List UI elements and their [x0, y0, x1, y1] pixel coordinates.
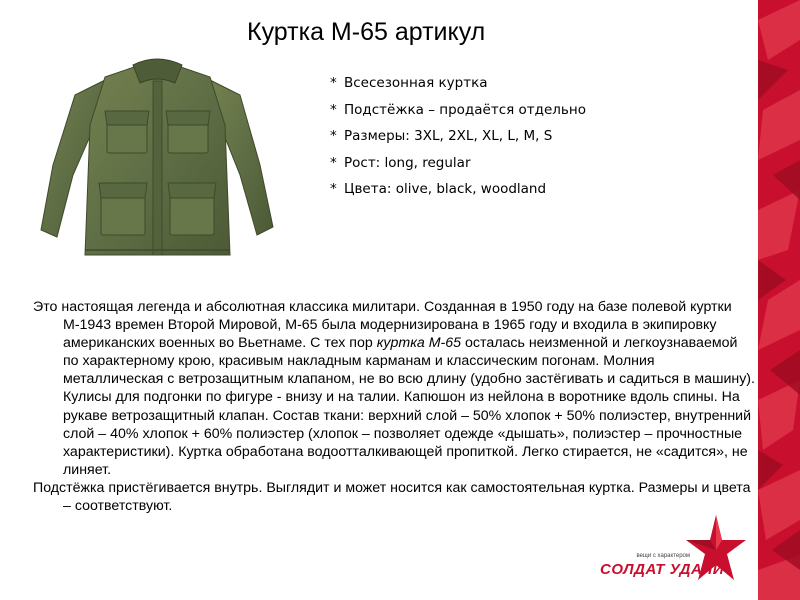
feature-item: [330, 75, 586, 102]
bullet-star: *: [330, 75, 337, 91]
feature-text: Подстёжка – продаётся отдельно: [344, 101, 586, 118]
bullet-star: *: [330, 128, 337, 144]
feature-item: [330, 155, 586, 182]
bullet-star: *: [330, 154, 337, 171]
feature-item: [330, 181, 586, 208]
decorative-stripe: [758, 0, 800, 600]
feature-text: Рост: long, regular: [344, 154, 471, 171]
description-text: Это настоящая легенда и абсолютная классика милитари. Созданная в 1950 году на базе полевой куртки М-1943 времен Второй Мировой, М-65 была модернизирована в 1965 году и входила в экипировку американских военных во Вьетнаме. С тех пор: [33, 299, 732, 352]
feature-text: Всесезонная куртка: [344, 75, 488, 91]
feature-item: [330, 128, 586, 155]
feature-text: Цвета: olive, black, woodland: [344, 181, 547, 197]
feature-item: [330, 102, 586, 129]
description-emphasis: куртка М-65: [376, 335, 462, 352]
description-paragraph: [33, 298, 755, 479]
jacket-image: [35, 55, 280, 265]
description: [33, 298, 755, 515]
description-text: осталась неизменной и легкоузнаваемой по характерному крою, красивым накладным карманам и классическим погонам. Молния металлическая с ветрозащитным клапаном, не во всю длину (удобно застёгивать и садиться в машину). Кулисы для подгонки по фигуре - внизу и на талии. Капюшон из нейлона в воротнике вдоль спины. На рукаве ветрозащитный клапан. Состав ткани: верхний слой – 50% хлопок + 50% полиэстер, внутренний слой – 40% хлопок + 60% полиэстер (хлопок – позволяет одежде «дышать», полиэстер – прочностные характеристики). Куртка обработана водоотталкивающей пропиткой. Легко стирается, не «садится», не линяет.: [63, 335, 755, 478]
bullet-star: *: [330, 181, 337, 197]
description-paragraph: Подстёжка пристёгивается внутрь. Выглядит и может носится как самостоятельная куртка. Размеры и цвета – соответствуют.: [33, 479, 751, 515]
feature-text: Размеры: 3XL, 2XL, XL, L, M, S: [344, 128, 553, 144]
feature-list: [330, 75, 586, 208]
brand-name: СОЛДАТ УДАЧИ: [600, 561, 725, 578]
brand-tagline: вещи с характером: [636, 553, 690, 559]
slide-title: Куртка М-65 артикул: [247, 18, 486, 46]
bullet-star: *: [330, 101, 337, 118]
